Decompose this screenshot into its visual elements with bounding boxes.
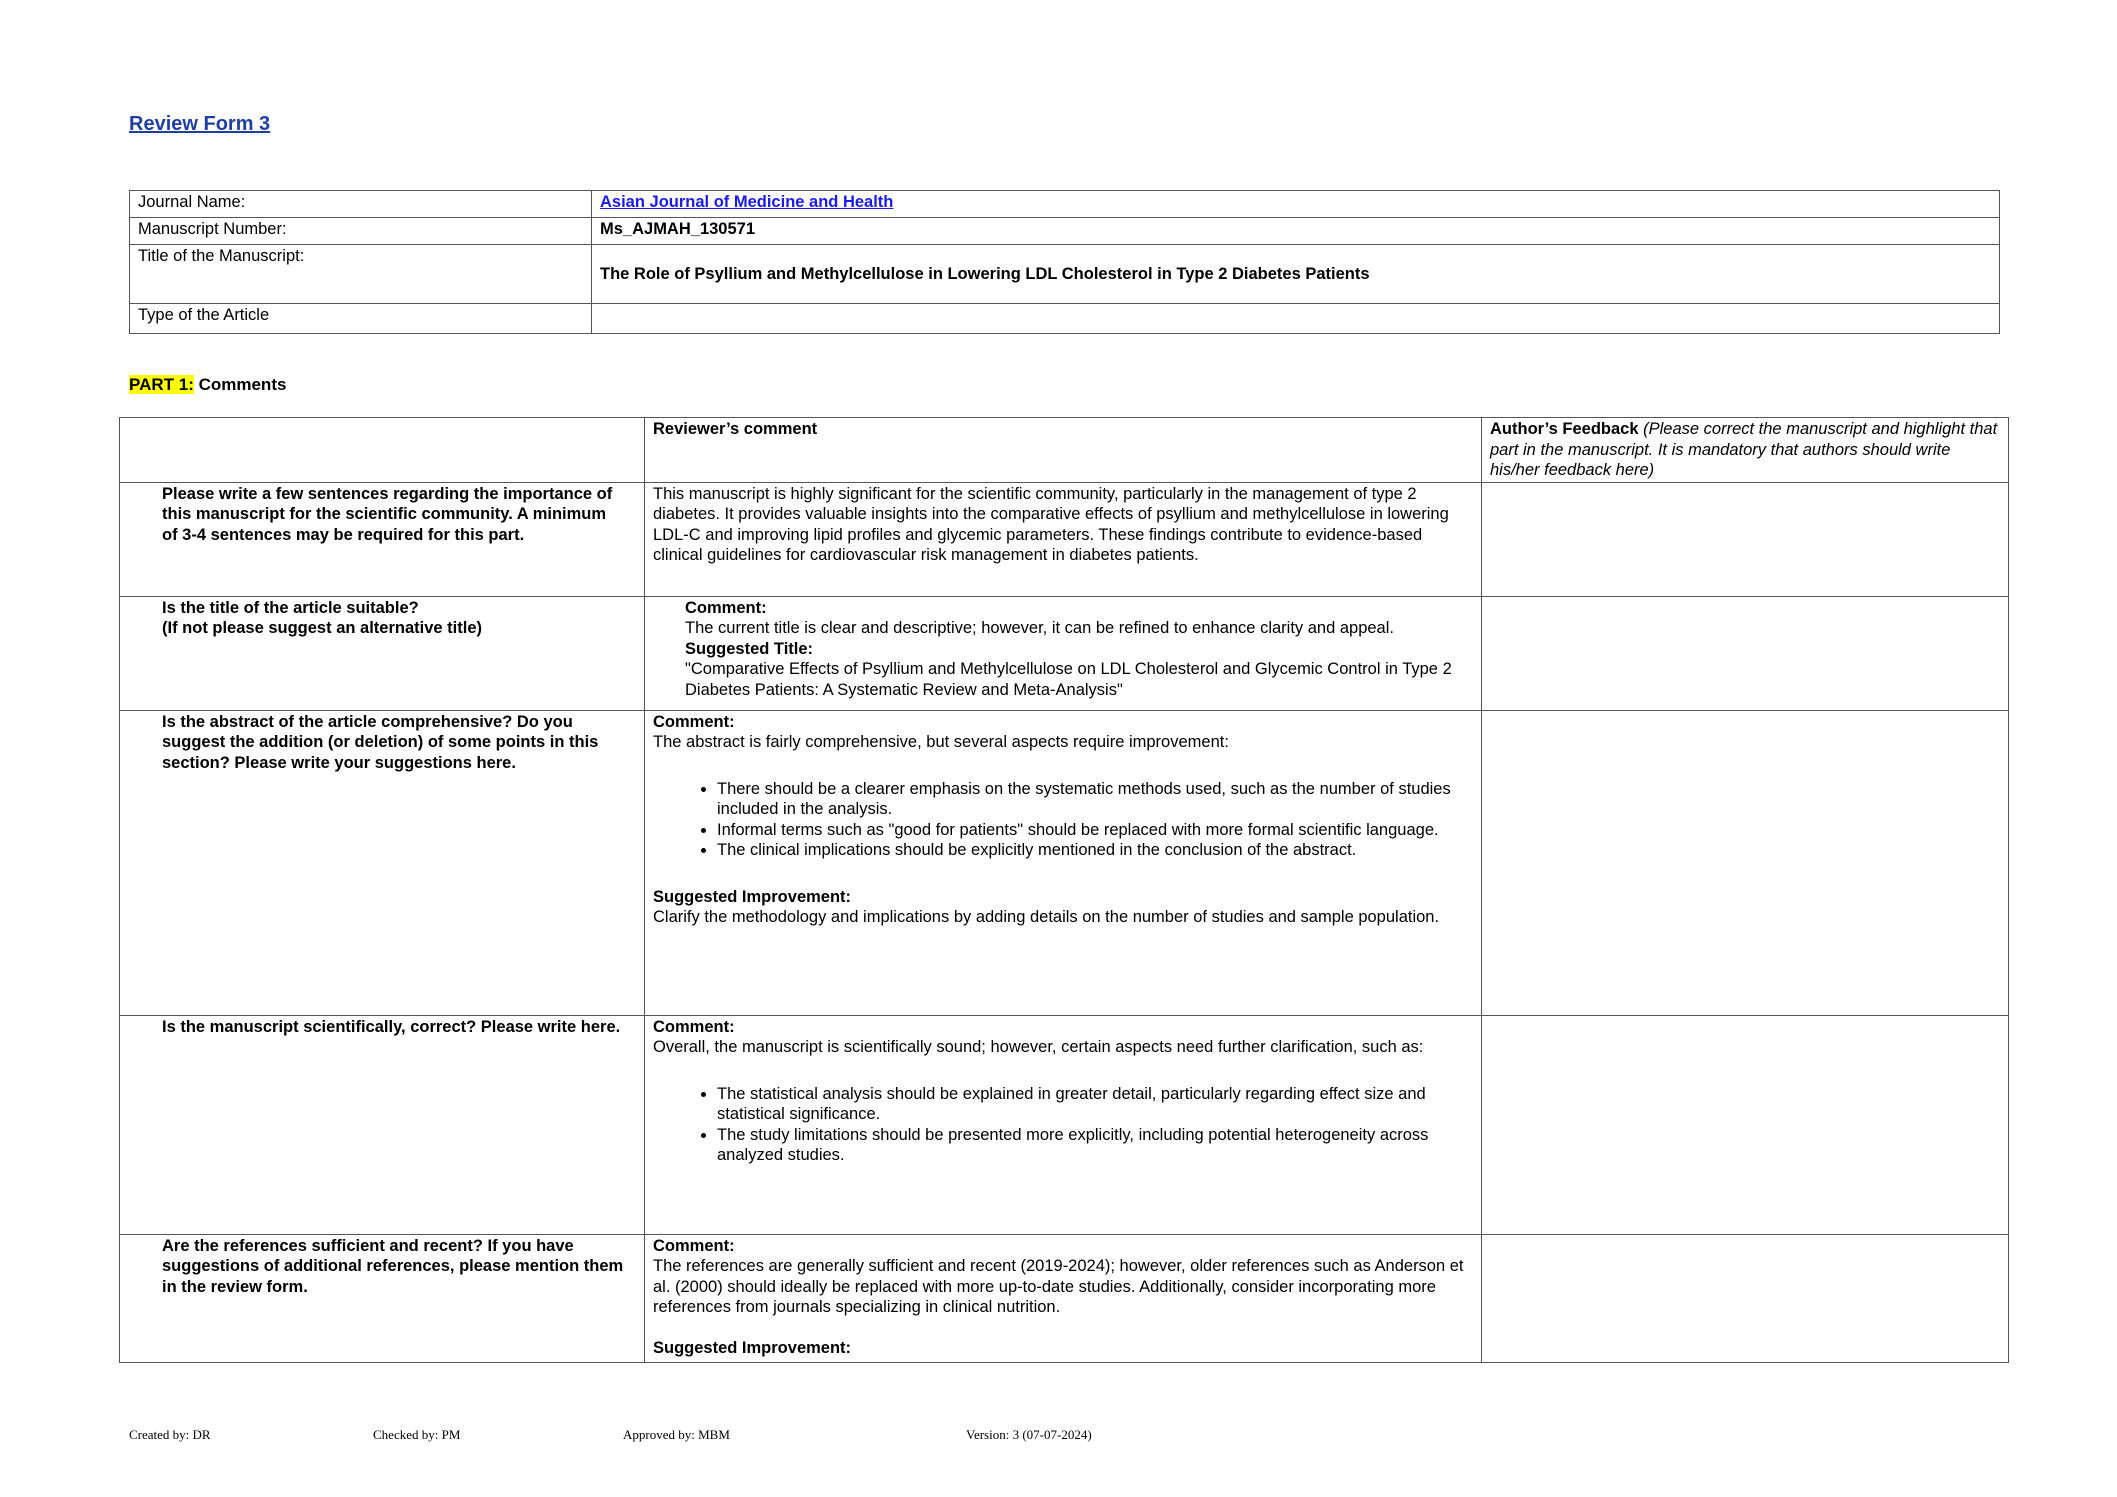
reviewer-header: Reviewer’s comment <box>645 418 1482 483</box>
table-row <box>120 482 2009 596</box>
author-feedback[interactable] <box>1482 710 2009 1015</box>
type-value <box>592 304 2000 334</box>
part-label: PART 1: <box>129 375 194 394</box>
footer-checked: Checked by: PM <box>373 1427 461 1442</box>
bullet-list: • The statistical analysis should be explained in greater detail, particularly regarding effect size and statistical significance. • The study limitations should be presented more explicitly, including potential heterogeneity across analyzed studies. <box>653 1084 1473 1166</box>
footer-version: Version: 3 (07-07-2024) <box>966 1427 1092 1442</box>
author-feedback[interactable] <box>1482 1234 2009 1362</box>
type-label: Type of the Article <box>130 304 592 334</box>
journal-label: Journal Name: <box>130 191 592 218</box>
title-label: Title of the Manuscript: <box>130 245 592 304</box>
table-row <box>120 1234 2009 1362</box>
table-row <box>120 1015 2009 1234</box>
author-header: Author’s Feedback (Please correct the manuscript and highlight that part in the manuscript. It is mandatory that authors should write his/her feedback here) <box>1482 418 2009 483</box>
author-feedback[interactable] <box>1482 482 2009 596</box>
question: Is the manuscript scientifically, correct? Please write here. <box>120 1015 645 1234</box>
reviewer-comment: Comment: Overall, the manuscript is scientifically sound; however, certain aspects need further clarification, such as: • The statistical analysis should be explained in greater detail, particularly regarding effect size and statistical significance. • The study limitations should be presented more explicitly, including potential heterogeneity across analyzed studies. <box>645 1015 1482 1234</box>
question: Is the abstract of the article comprehensive? Do you suggest the addition (or deletion) of some points in this section? Please write your suggestions here. <box>120 710 645 1015</box>
table-row <box>120 710 2009 1015</box>
manuscript-info-table <box>129 190 2000 334</box>
reviewer-comment: Comment: The references are generally sufficient and recent (2019-2024); however, older references such as Anderson et al. (2000) should ideally be replaced with more up-to-date studies. Additionally, consider incorporating more references from journals specializing in clinical nutrition. Suggested Improvement: <box>645 1234 1482 1362</box>
footer-created: Created by: DR <box>129 1427 211 1442</box>
part-heading <box>129 375 286 396</box>
reviewer-comment: Comment: The abstract is fairly comprehensive, but several aspects require improvement: • There should be a clearer emphasis on the systematic methods used, such as the number of studies included in the analysis. • Informal terms such as "good for patients" should be replaced with more formal scientific language. • The clinical implications should be explicitly mentioned in the conclusion of the abstract. Suggested Improvement: Clarify the methodology and implications by adding details on the number of studies and sample population. <box>645 710 1482 1015</box>
journal-link[interactable]: Asian Journal of Medicine and Health <box>600 193 894 211</box>
reviewer-comment: Comment: The current title is clear and descriptive; however, it can be refined to enhance clarity and appeal. Suggested Title: "Comparative Effects of Psyllium and Methylcellulose on LDL Cholesterol and Glycemic Control in Type 2 Diabetes Patients: A Systematic Review and Meta-Analysis" <box>645 596 1482 710</box>
author-feedback[interactable] <box>1482 596 2009 710</box>
manuscript-number: Ms_AJMAH_130571 <box>592 218 2000 245</box>
part-text: Comments <box>193 375 287 394</box>
question: Are the references sufficient and recent? If you have suggestions of additional references, please mention them in the review form. <box>120 1234 645 1362</box>
bullet-list: • There should be a clearer emphasis on the systematic methods used, such as the number of studies included in the analysis. • Informal terms such as "good for patients" should be replaced with more formal scientific language. • The clinical implications should be explicitly mentioned in the conclusion of the abstract. <box>653 779 1473 861</box>
question: Is the title of the article suitable? (If not please suggest an alternative title) <box>120 596 645 710</box>
reviewer-comment: This manuscript is highly significant for the scientific community, particularly in the management of type 2 diabetes. It provides valuable insights into the comparative effects of psyllium and methylcellulose in lowering LDL-C and improving lipid profiles and glycemic parameters. These findings contribute to evidence-based clinical guidelines for cardiovascular risk management in diabetes patients. <box>645 482 1482 596</box>
comments-table <box>119 417 2009 1363</box>
form-title[interactable]: Review Form 3 <box>129 113 271 135</box>
footer-approved: Approved by: MBM <box>623 1427 730 1442</box>
question: Please write a few sentences regarding the importance of this manuscript for the scientific community. A minimum of 3-4 sentences may be required for this part. <box>120 482 645 596</box>
manuscript-title: The Role of Psyllium and Methylcellulose in Lowering LDL Cholesterol in Type 2 Diabetes Patients <box>592 245 2000 304</box>
table-row <box>120 596 2009 710</box>
number-label: Manuscript Number: <box>130 218 592 245</box>
author-feedback[interactable] <box>1482 1015 2009 1234</box>
header-row <box>120 418 2009 483</box>
